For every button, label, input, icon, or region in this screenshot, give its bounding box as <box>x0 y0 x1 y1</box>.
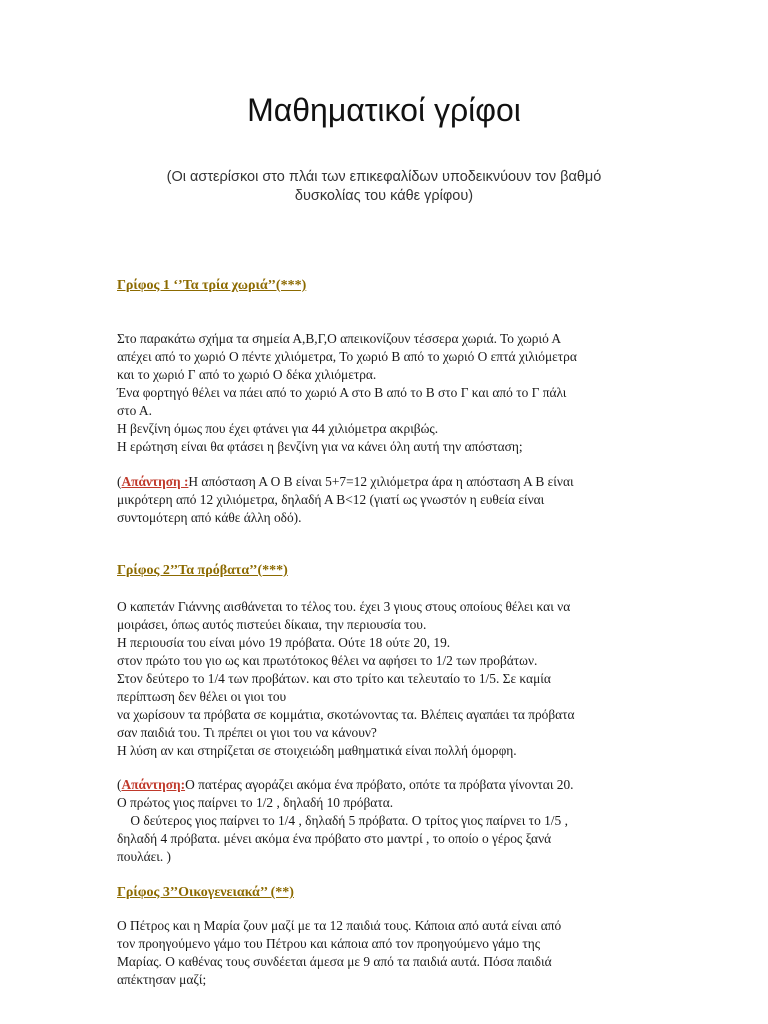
riddle-1-question <box>117 330 657 456</box>
text-line <box>117 473 657 491</box>
page-subtitle <box>120 168 648 206</box>
text-line: Στον δεύτερο το 1/4 των προβάτων. και στο τρίτο και τελευταίο το 1/5. Σε καμία <box>117 671 551 686</box>
riddle-2-answer <box>117 776 657 866</box>
answer-open-paren: ( <box>117 474 122 489</box>
answer-label: Απάντηση: <box>121 777 186 792</box>
text-line: Η βενζίνη όμως που έχει φτάνει για 44 χιλιόμετρα ακριβώς. <box>117 421 439 436</box>
answer-open-paren: ( <box>117 777 122 792</box>
answer-text: Η απόσταση Α Ο Β είναι 5+7=12 χιλιόμετρα άρα η απόσταση Α Β είναι <box>188 474 574 489</box>
page-title: Μαθηματικοί γρίφοι <box>247 92 521 128</box>
text-line: Ο καπετάν Γιάννης αισθάνεται το τέλος του. έχει 3 γιους στους οποίους θέλει και να <box>117 599 571 614</box>
text-line: Η ερώτηση είναι θα φτάσει η βενζίνη για να κάνει όλη αυτή την απόσταση; <box>117 439 523 454</box>
riddle-2-heading: Γρίφος 2’’Τα πρόβατα’’(***) <box>117 563 288 578</box>
text-line: απέχει από το χωριό Ο πέντε χιλιόμετρα, Το χωριό Β από το χωριό Ο επτά χιλιόμετρα <box>117 349 577 364</box>
text-line: συντομότερη από κάθε άλλη οδό). <box>117 510 302 525</box>
text-line: τον προηγούμενο γάμο του Πέτρου και κάποια από τον προηγούμενο γάμο της <box>117 936 541 951</box>
text-line: Η λύση αν και στηρίζεται σε στοιχειώδη μαθηματικά είναι πολλή όμορφη. <box>117 743 517 758</box>
text-line: να χωρίσουν τα πρόβατα σε κομμάτια, σκοτώνοντας τα. Βλέπεις αγαπάει τα πρόβατα <box>117 707 575 722</box>
text-line: μικρότερη από 12 χιλιόμετρα, δηλαδή Α Β<12 (γιατί ως γνωστόν η ευθεία είναι <box>117 492 545 507</box>
text-line: Ο Πέτρος και η Μαρία ζουν μαζί με τα 12 παιδιά τους. Κάποια από αυτά είναι από <box>117 918 562 933</box>
text-line: περίπτωση δεν θέλει οι γιοι του <box>117 689 287 704</box>
riddle-1-answer <box>117 473 657 527</box>
text-line: πουλάει. ) <box>117 849 171 864</box>
text-line: Ένα φορτηγό θέλει να πάει από το χωριό Α στο Β από το Β στο Γ και από το Γ πάλι <box>117 385 567 400</box>
subtitle-line: δυσκολίας του κάθε γρίφου) <box>294 188 474 204</box>
text-line: και το χωριό Γ από το χωριό Ο δέκα χιλιόμετρα. <box>117 367 377 382</box>
subtitle-line: (Οι αστερίσκοι στο πλάι των επικεφαλίδων υποδεικνύουν τον βαθμό <box>166 169 602 185</box>
text-line: στον πρώτο του γιο ως και πρωτότοκος θέλει να αφήσει το 1/2 των προβάτων. <box>117 653 538 668</box>
answer-label: Απάντηση : <box>121 474 189 489</box>
riddle-2-question <box>117 598 657 760</box>
text-line: Ο πρώτος γιος παίρνει το 1/2 , δηλαδή 10 πρόβατα. <box>117 795 394 810</box>
text-line: Στο παρακάτω σχήμα τα σημεία Α,Β,Γ,Ο απεικονίζουν τέσσερα χωριά. Το χωριό Α <box>117 331 562 346</box>
text-line: Μαρίας. Ο καθένας τους συνδέεται άμεσα με 9 από τα παιδιά αυτά. Πόσα παιδιά <box>117 954 552 969</box>
text-line: απέκτησαν μαζί; <box>117 972 207 987</box>
text-line: στο Α. <box>117 403 152 418</box>
riddle-3-question <box>117 917 657 989</box>
riddle-3-heading: Γρίφος 3’’Οικογενειακά’’ (**) <box>117 885 294 900</box>
text-line <box>117 776 657 794</box>
text-line: σαν παιδιά του. Τι πρέπει οι γιοι του να κάνουν? <box>117 725 377 740</box>
text-line: μοιράσει, όπως αυτός πιστεύει δίκαια, την περιουσία του. <box>117 617 427 632</box>
riddle-1-heading: Γρίφος 1 ‘’Τα τρία χωριά’’(***) <box>117 278 307 293</box>
answer-text: Ο πατέρας αγοράζει ακόμα ένα πρόβατο, οπότε τα πρόβατα γίνονται 20. <box>185 777 574 792</box>
text-line: Η περιουσία του είναι μόνο 19 πρόβατα. Ούτε 18 ούτε 20, 19. <box>117 635 451 650</box>
text-line: δηλαδή 4 πρόβατα. μένει ακόμα ένα πρόβατο στο μαντρί , το οποίο ο γέρος ξανά <box>117 831 552 846</box>
text-line: Ο δεύτερος γιος παίρνει το 1/4 , δηλαδή 5 πρόβατα. Ο τρίτος γιος παίρνει το 1/5 , <box>117 813 568 828</box>
